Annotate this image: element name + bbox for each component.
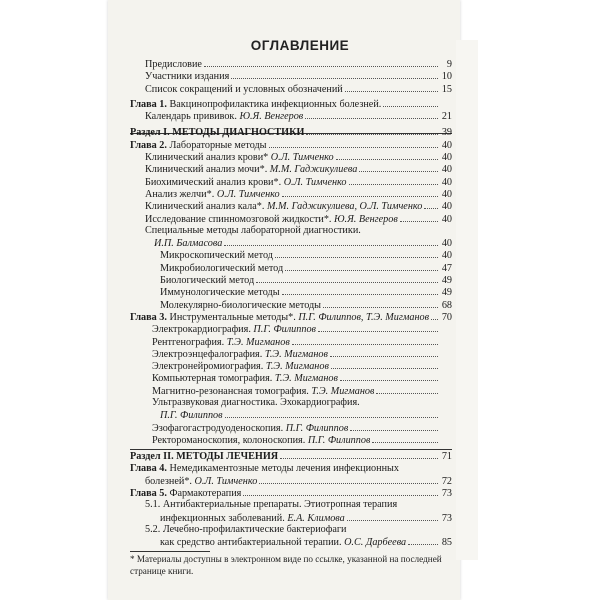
toc-dot-leader	[424, 200, 438, 209]
toc-dot-leader	[280, 450, 438, 459]
toc-entry-label: Глава 3.	[130, 311, 167, 323]
toc-entry-text	[160, 275, 254, 287]
toc-entry-text	[160, 287, 280, 299]
toc-page-number: 70	[441, 311, 452, 323]
toc-entry-label: Предисловие	[145, 59, 202, 70]
toc-dot-leader	[376, 385, 438, 394]
toc-entry	[130, 83, 452, 95]
toc-entry-label: 5.1. Антибактериальные препараты. Этиотропная терапия	[145, 499, 398, 511]
table-of-contents	[130, 58, 452, 549]
toc-entry-label: Биологический метод	[160, 275, 255, 287]
toc-page-number: 40	[441, 152, 452, 164]
toc-entry	[130, 524, 452, 536]
toc-dot-leader	[336, 151, 438, 160]
toc-dot-leader	[306, 126, 438, 135]
toc-entry-text	[145, 189, 280, 201]
toc-entry-label: Молекулярно-биологические методы	[160, 299, 322, 311]
toc-entry-label: Клинический анализ мочи*.	[145, 164, 268, 176]
toc-entry	[130, 336, 452, 348]
toc-entry	[130, 450, 452, 462]
toc-entry-label: Электронейромиография.	[152, 361, 264, 373]
toc-dot-leader	[204, 58, 438, 67]
toc-entry	[130, 323, 452, 335]
toc-entry	[130, 249, 452, 261]
toc-entry-text	[160, 250, 273, 262]
toc-entry	[130, 536, 452, 548]
toc-entry-label: Ректороманоскопия, колоноскопия.	[152, 434, 306, 446]
toc-entry	[130, 299, 452, 311]
toc-page-number: 39	[441, 127, 452, 139]
toc-entry-author: П.Г. Филиппов	[283, 422, 349, 434]
toc-entry-text	[160, 300, 321, 312]
toc-entry-label: Клинический анализ кала*.	[145, 201, 265, 213]
toc-entry-label: Рентгенография.	[152, 336, 225, 348]
footnote-rule	[130, 551, 210, 552]
toc-entry-label: Микробиологический метод	[160, 262, 284, 274]
toc-page-number: 15	[441, 83, 452, 95]
toc-entry-text	[152, 435, 370, 447]
toc-entry-author: Т.Э. Мигманов	[308, 385, 375, 397]
toc-dot-leader	[259, 475, 438, 484]
toc-dot-leader	[269, 139, 438, 148]
toc-entry-author: О.Л. Тимченко	[214, 188, 280, 200]
toc-entry-author: П.Г. Филиппов, Т.Э. Мигманов	[295, 311, 430, 323]
toc-entry-text	[130, 463, 399, 475]
toc-page-number: 71	[441, 451, 452, 463]
toc-entry	[130, 110, 452, 122]
toc-entry-label: Анализ желчи*.	[145, 188, 215, 200]
toc-entry-text	[145, 152, 334, 164]
toc-page-number: 73	[441, 512, 452, 524]
toc-entry-label: Глава 4.	[130, 462, 167, 474]
toc-entry-text	[145, 111, 303, 123]
toc-entry-author: М.М. Гаджикулиева	[267, 164, 358, 176]
toc-entry-text	[160, 410, 223, 422]
toc-entry	[130, 372, 452, 384]
toc-entry	[130, 311, 452, 323]
toc-dot-leader	[285, 262, 438, 271]
toc-entry-text	[145, 499, 397, 511]
toc-entry-author: Т.Э. Мигманов	[263, 361, 329, 373]
toc-entry	[130, 475, 452, 487]
toc-page-number: 40	[441, 188, 452, 200]
toc-dot-leader	[282, 188, 438, 197]
toc-page-number: 40	[441, 201, 452, 213]
toc-page-number: 47	[441, 262, 452, 274]
toc-entry	[130, 397, 452, 409]
toc-entry	[130, 512, 452, 524]
toc-dot-leader	[318, 323, 438, 332]
toc-entry	[130, 360, 452, 372]
toc-entry-text	[145, 201, 422, 213]
toc-dot-leader	[350, 422, 438, 431]
toc-dot-leader	[383, 98, 438, 107]
toc-entry-text	[152, 423, 348, 435]
toc-entry-author: П.Г. Филиппов	[250, 324, 316, 336]
toc-entry-label: Иммунологические методы	[160, 287, 280, 299]
toc-dot-leader	[243, 487, 438, 496]
toc-dot-leader	[231, 70, 438, 79]
toc-page-number: 21	[441, 111, 452, 123]
toc-entry-label: Специальные методы лабораторной диагностики.	[145, 224, 361, 236]
toc-dot-leader	[282, 286, 438, 295]
toc-entry-text	[145, 71, 229, 83]
toc-entry-label: Магнитно-резонансная томография.	[152, 385, 309, 397]
toc-entry-author: О.Л. Тимченко	[191, 475, 258, 487]
toc-entry	[130, 499, 452, 511]
toc-dot-leader	[372, 434, 438, 443]
toc-entry	[130, 225, 452, 237]
toc-page-number: 73	[441, 488, 452, 500]
toc-entry-text	[145, 476, 257, 488]
toc-entry-author: О.С. Дарбеева	[341, 537, 407, 549]
toc-entry	[130, 348, 452, 360]
toc-entry-label: Компьютерная томография.	[152, 373, 273, 385]
toc-entry	[130, 262, 452, 274]
toc-dot-leader	[330, 348, 438, 357]
toc-entry-text	[152, 397, 360, 409]
toc-entry-label: Раздел I. МЕТОДЫ ДИАГНОСТИКИ	[130, 127, 305, 139]
toc-entry-author: П.Г. Филиппов	[160, 410, 223, 422]
toc-entry-author: Ю.Я. Венгеров	[331, 213, 398, 225]
toc-entry-label: 5.2. Лечебно-профилактические бактериофаги	[145, 523, 347, 535]
toc-entry	[130, 422, 452, 434]
toc-entry-author: М.М. Гаджикулиева, О.Л. Тимченко	[264, 201, 423, 213]
toc-entry-author: П.Г. Филиппов	[305, 434, 371, 446]
toc-dot-leader	[331, 360, 438, 369]
toc-dot-leader	[340, 372, 438, 381]
toc-page-number: 49	[441, 287, 452, 299]
toc-dot-leader	[323, 299, 438, 308]
toc-entry-title: Вакцинопрофилактика инфекционных болезней.	[166, 98, 382, 110]
toc-entry-text	[145, 59, 202, 71]
toc-entry-label: Участники издания	[145, 71, 230, 83]
toc-entry	[130, 274, 452, 286]
toc-dot-leader	[349, 176, 438, 185]
toc-entry	[130, 237, 452, 249]
toc-entry	[130, 176, 452, 188]
toc-entry-text	[152, 337, 290, 349]
toc-entry-label: Глава 1.	[130, 98, 167, 110]
toc-dot-leader	[345, 83, 438, 92]
toc-page-number: 40	[441, 238, 452, 250]
toc-dot-leader	[400, 213, 438, 222]
page-title: ОГЛАВЛЕНИЕ	[250, 38, 350, 53]
toc-entry-title: Фармакотерапия	[166, 488, 242, 500]
toc-entry-label: Микроскопический метод	[160, 250, 273, 262]
toc-entry-author: Т.Э. Мигманов	[272, 373, 338, 385]
toc-entry-title: Инструментальные методы*.	[166, 311, 296, 323]
toc-entry-label: Раздел II. МЕТОДЫ ЛЕЧЕНИЯ	[130, 451, 279, 463]
toc-page-number: 40	[441, 213, 452, 225]
toc-entry	[130, 188, 452, 200]
toc-entry	[130, 213, 452, 225]
toc-dot-leader	[275, 249, 438, 258]
toc-entry-text	[152, 361, 329, 373]
toc-entry-author: О.Л. Тимченко	[268, 152, 334, 164]
toc-dot-leader	[224, 237, 438, 246]
toc-entry-label: болезней*.	[145, 475, 192, 487]
toc-entry-author: О.Л. Тимченко	[281, 176, 347, 188]
toc-page-number: 40	[441, 250, 452, 262]
toc-entry-label: Ультразвуковая диагностика. Эхокардиография.	[152, 397, 360, 409]
toc-entry-text	[145, 225, 361, 237]
toc-entry-label: Биохимический анализ крови*.	[145, 176, 282, 188]
toc-entry	[130, 151, 452, 163]
toc-dot-leader	[225, 409, 438, 418]
toc-page-number: 40	[441, 176, 452, 188]
toc-page-number: 40	[441, 164, 452, 176]
toc-page-number: 72	[441, 475, 452, 487]
toc-entry-author: Т.Э. Мигманов	[262, 348, 328, 360]
toc-entry-label: Список сокращений и условных обозначений	[145, 83, 343, 95]
toc-dot-leader	[292, 336, 438, 345]
toc-entry-author: И.П. Балмасова	[154, 238, 223, 250]
toc-entry-label: инфекционных заболеваний.	[160, 512, 285, 524]
toc-dot-leader	[256, 274, 438, 283]
toc-entry	[130, 139, 452, 151]
toc-entry-text	[145, 164, 357, 176]
toc-page-number: 10	[441, 71, 452, 83]
toc-entry-label: Электрокардиография.	[152, 324, 251, 336]
toc-entry	[130, 385, 452, 397]
toc-entry-text	[152, 349, 328, 361]
toc-entry-text	[154, 238, 222, 250]
toc-entry-label: Глава 5.	[130, 488, 167, 500]
toc-entry-title: Лабораторные методы	[166, 139, 267, 151]
toc-entry	[130, 286, 452, 298]
toc-page-number: 68	[441, 299, 452, 311]
toc-entry-author: Е.А. Климова	[284, 512, 345, 524]
toc-entry-text	[145, 84, 343, 96]
toc-entry-text	[130, 140, 267, 152]
toc-entry	[130, 434, 452, 446]
toc-entry	[130, 487, 452, 499]
toc-dot-leader	[347, 512, 438, 521]
toc-dot-leader	[431, 311, 438, 320]
toc-entry-author: Ю.Я. Венгеров	[236, 111, 304, 123]
toc-entry-label: Исследование спинномозговой жидкости*.	[145, 213, 332, 225]
toc-entry-label: как средство антибактериальной терапии.	[160, 537, 342, 549]
toc-entry	[130, 58, 452, 70]
toc-entry-label: Календарь прививок.	[145, 111, 237, 123]
toc-page-number: 40	[441, 139, 452, 151]
toc-entry-label: Эзофагогастродуоденоскопия.	[152, 422, 284, 434]
toc-entry-title: Немедикаментозные методы лечения инфекционных	[166, 462, 399, 474]
toc-page-number: 85	[441, 537, 452, 549]
toc-entry	[130, 98, 452, 110]
toc-entry	[130, 200, 452, 212]
toc-page-number: 9	[446, 59, 452, 70]
toc-entry	[130, 70, 452, 82]
toc-entry	[130, 126, 452, 138]
toc-entry-label: Электроэнцефалография.	[152, 348, 263, 360]
toc-entry-text	[152, 373, 338, 385]
toc-page-number: 49	[441, 275, 452, 287]
next-page-edge	[456, 40, 478, 560]
toc-entry-text	[160, 537, 406, 549]
footnote: * Материалы доступны в электронном виде по ссылке, указанной на последней странице книги.	[130, 554, 442, 576]
toc-entry-text	[145, 524, 347, 536]
toc-entry	[130, 463, 452, 475]
toc-entry-label: Глава 2.	[130, 139, 167, 151]
toc-entry	[130, 163, 452, 175]
toc-entry-author: Т.Э. Мигманов	[224, 336, 290, 348]
toc-entry-label: Клинический анализ крови*	[145, 152, 269, 164]
toc-dot-leader	[305, 110, 438, 119]
toc-dot-leader	[359, 163, 438, 172]
toc-dot-leader	[408, 536, 438, 545]
toc-entry	[130, 409, 452, 421]
